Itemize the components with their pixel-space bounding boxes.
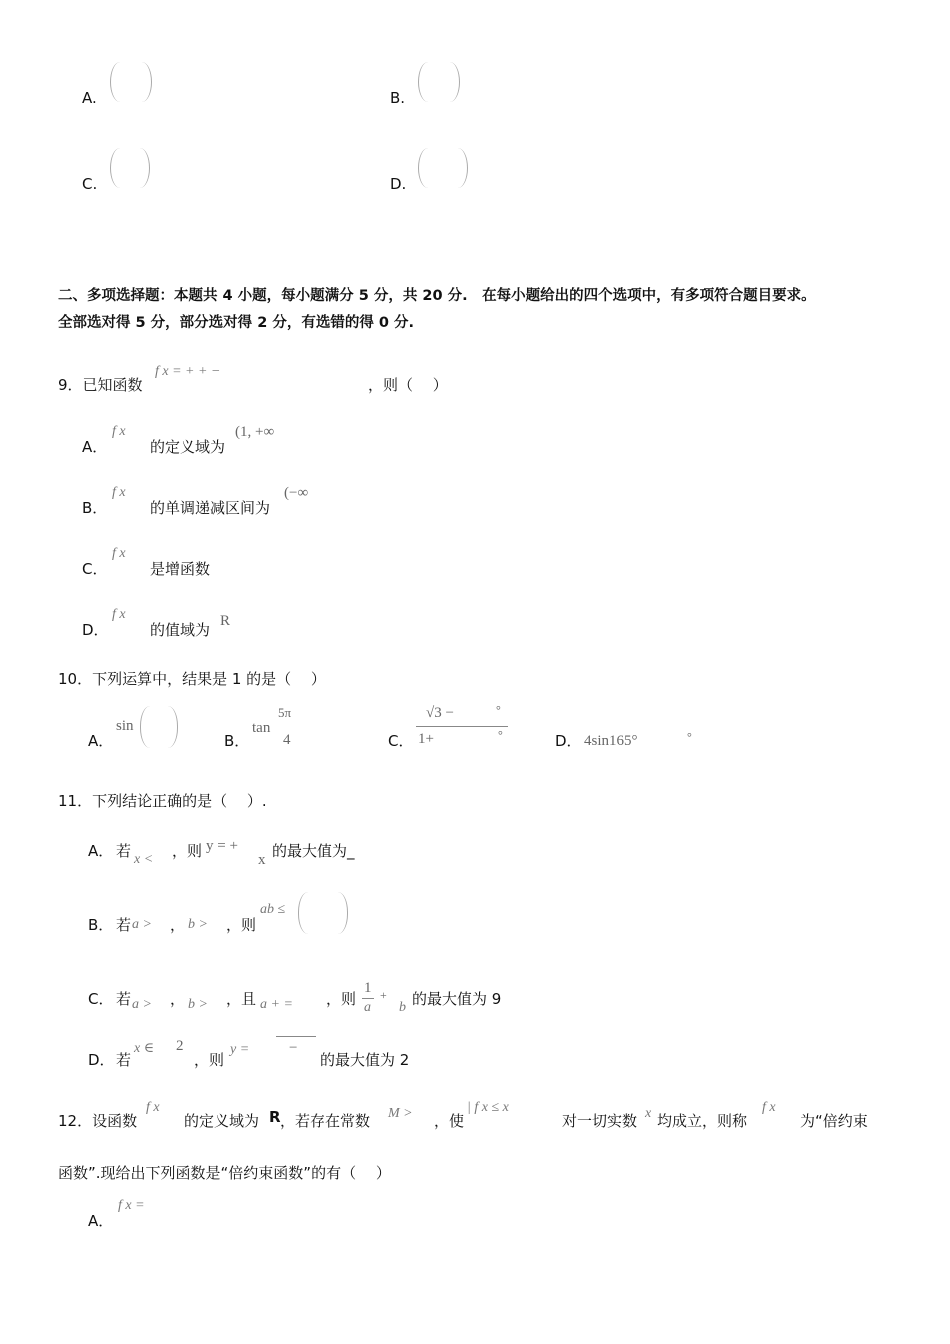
q9-option-a-text: 的定义域为 — [150, 438, 226, 456]
q10-option-a-label: A． — [88, 732, 114, 750]
q11-option-d-math2: 2 — [176, 1038, 184, 1054]
q11-option-a-text1: 若 — [116, 842, 132, 860]
q11-option-c-plus: + — [380, 988, 387, 1002]
prev-option-a-math — [110, 62, 152, 102]
q9-option-a-label: A． — [82, 438, 108, 456]
q10-stem: 10．下列运算中，结果是 1 的是（ ） — [58, 670, 326, 688]
q12-R: R — [269, 1108, 281, 1126]
q11-option-c-denominator: a — [364, 1000, 371, 1015]
q11-option-c-math2: b > — [188, 997, 208, 1012]
q12-line1-e: 对一切实数 — [562, 1112, 638, 1130]
q10-option-d-label: D． — [555, 732, 582, 750]
q10-option-b-denominator: 4 — [283, 732, 291, 748]
q12-option-a-math: f x = — [118, 1198, 145, 1213]
prev-option-c-math — [110, 148, 150, 188]
q10-option-b-label: B． — [224, 732, 250, 750]
q12-M: M > — [388, 1106, 413, 1121]
q12-line2: 函数”.现给出下列函数是“倍约束函数”的有（ ） — [58, 1164, 391, 1182]
q11-stem: 11．下列结论正确的是（ ）. — [58, 792, 267, 810]
q9-option-d-fx: f x — [112, 607, 126, 622]
q12-x: x — [645, 1106, 652, 1121]
prev-option-b-math — [418, 62, 460, 102]
q11-option-c-math3: a + = — [260, 997, 293, 1012]
section-heading-line2: 全部选对得 5 分，部分选对得 2 分，有选错的得 0 分. — [58, 315, 415, 331]
q11-option-c-math4: b — [399, 1000, 406, 1015]
q9-option-b-label: B． — [82, 499, 108, 517]
q11-option-d-math4: − — [289, 1040, 298, 1056]
q12-line1-c: ，若存在常数 — [280, 1112, 371, 1130]
q12-fx-2: f x — [762, 1100, 776, 1115]
q9-stem: 9．已知函数 — [58, 376, 143, 394]
q11-option-c-fraction-bar — [362, 998, 374, 999]
q11-option-d-math1: x ∈ — [134, 1041, 155, 1056]
q9-stem-suffix: ，则（ ） — [368, 376, 448, 394]
q11-option-a-math3: x — [258, 852, 266, 868]
q9-option-c-fx: f x — [112, 546, 126, 561]
q10-option-c-denominator: 1+ — [418, 731, 434, 747]
prev-option-d-label: D. — [390, 175, 407, 193]
q11-option-c-text3: ，且 — [226, 990, 257, 1008]
prev-option-a-label: A. — [82, 89, 97, 107]
q11-option-c-label: C． — [88, 990, 114, 1008]
q11-option-c-text4: ，则 — [326, 990, 357, 1008]
q9-option-d-label: D． — [82, 621, 109, 639]
q12-line1-g: 为“倍约束 — [800, 1112, 868, 1130]
q11-option-d-text1: 若 — [116, 1051, 132, 1069]
q9-option-b-math: (−∞ — [284, 485, 309, 501]
q10-option-c-numerator: √3 − — [426, 705, 454, 721]
q11-option-c-numerator: 1 — [364, 980, 372, 996]
q11-option-c-math1: a > — [132, 997, 152, 1012]
q10-option-d-degree: ° — [687, 730, 692, 744]
q9-option-b-text: 的单调递减区间为 — [150, 499, 271, 517]
q11-option-d-label: D． — [88, 1051, 115, 1069]
q11-option-b-text1: 若 — [116, 916, 132, 934]
q11-option-b-label: B． — [88, 916, 114, 934]
q10-option-c-label: C． — [388, 732, 414, 750]
prev-option-d-math — [418, 148, 468, 188]
q11-option-b-text3: ，则 — [226, 916, 257, 934]
q10-option-c-degree-bottom: ° — [498, 728, 503, 742]
q11-option-b-math1: a > — [132, 917, 152, 932]
q12-fx: f x — [146, 1100, 160, 1115]
q9-option-c-text: 是增函数 — [150, 560, 211, 578]
q11-option-a-math1: x < — [134, 852, 154, 867]
q11-option-a-text2: ，则 — [172, 842, 203, 860]
q11-option-a-label: A． — [88, 842, 114, 860]
prev-option-c-label: C. — [82, 175, 98, 193]
q11-option-d-math3: y = — [230, 1042, 250, 1057]
q12-abs-inequality: | f x ≤ x — [467, 1100, 509, 1115]
q10-option-b-numerator: 5π — [278, 705, 292, 720]
q11-option-a-text3: 的最大值为_ — [272, 842, 355, 860]
q11-option-c-text2: ， — [170, 990, 186, 1008]
q10-option-d-math: 4sin165° — [584, 733, 638, 749]
prev-option-b-label: B. — [390, 89, 406, 107]
q10-option-a-parens — [140, 706, 178, 748]
q9-option-b-fx: f x — [112, 485, 126, 500]
q11-option-b-math2: b > — [188, 917, 208, 932]
q11-option-d-radical-bar — [276, 1036, 316, 1037]
q9-function-math: f x = + + − — [155, 364, 221, 379]
q12-line1-b: 的定义域为 — [184, 1112, 260, 1130]
q11-option-b-parens — [298, 892, 348, 934]
section-heading-line1: 二、多项选择题：本题共 4 小题，每小题满分 5 分，共 20 分. 在每小题给出的四个选项中，有多项符合题目要求。 — [58, 288, 816, 304]
q9-option-c-label: C． — [82, 560, 108, 578]
q9-option-a-fx: f x — [112, 424, 126, 439]
q11-option-d-text3: 的最大值为 2 — [320, 1051, 410, 1069]
q12-line1-d: ，使 — [434, 1112, 465, 1130]
q11-option-c-text1: 若 — [116, 990, 132, 1008]
q11-option-c-text5: 的最大值为 9 — [412, 990, 502, 1008]
q11-option-b-text2: ， — [170, 916, 186, 934]
q10-option-c-fraction-bar — [416, 726, 508, 727]
q10-option-a-math: sin — [116, 718, 134, 734]
q9-option-a-math: (1, +∞ — [235, 424, 275, 440]
q11-option-d-text2: ，则 — [194, 1051, 225, 1069]
q11-option-a-math2: y = + — [206, 838, 238, 854]
q10-option-c-degree-top: ° — [496, 703, 501, 717]
q11-option-b-math3: ab ≤ — [260, 902, 286, 917]
q9-option-d-math: R — [220, 613, 231, 629]
q12-line1-a: 12．设函数 — [58, 1112, 138, 1130]
q10-option-b-math: tan — [252, 720, 271, 736]
q9-option-d-text: 的值域为 — [150, 621, 211, 639]
q12-line1-f: 均成立，则称 — [657, 1112, 748, 1130]
q12-option-a-label: A． — [88, 1212, 114, 1230]
